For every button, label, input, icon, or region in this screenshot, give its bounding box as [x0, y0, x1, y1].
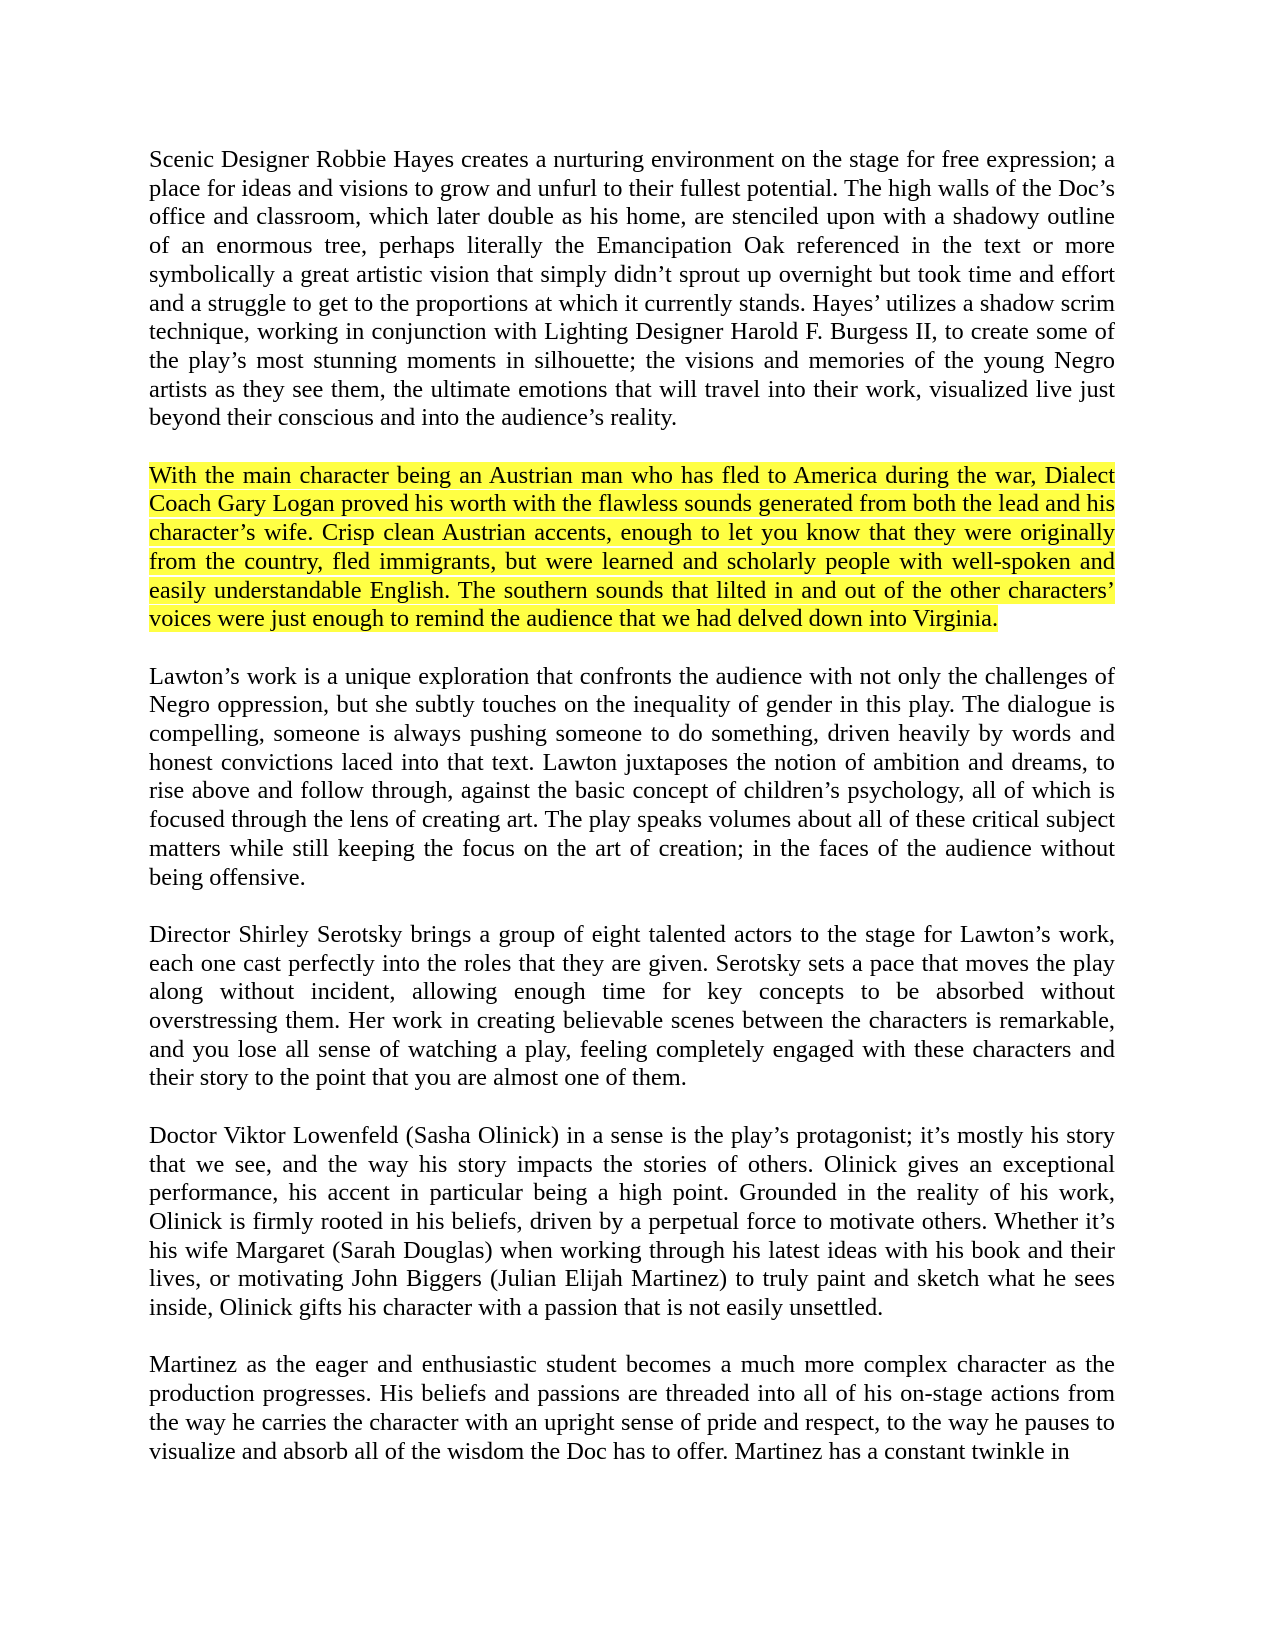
paragraph-text: Martinez as the eager and enthusiastic student becomes a much more complex character as the production progresses. His beliefs and passions are threaded into all of his on-stage actions from the way he carries the character with an upright sense of pride and respect, to the way he pauses to visualize and absorb all of the wisdom the Doc has to offer. Martinez has a constant twinkle in — [149, 1351, 1115, 1465]
document-page — [149, 146, 1115, 1466]
paragraph-text: Director Shirley Serotsky brings a group of eight talented actors to the stage for Lawton’s work, each one cast perfectly into the roles that they are given. Serotsky sets a pace that moves the play along without incident, allowing enough time for key concepts to be absorbed without overstressing them. Her work in creating believable scenes between the characters is remarkable, and you lose all sense of watching a play, feeling completely engaged with these characters and their story to the point that you are almost one of them. — [149, 920, 1115, 1092]
paragraph-scenic-design — [149, 146, 1115, 433]
paragraph-lawton-work — [149, 663, 1115, 893]
paragraph-olinick — [149, 1122, 1115, 1323]
paragraph-martinez — [149, 1351, 1115, 1466]
paragraph-text: Scenic Designer Robbie Hayes creates a nurturing environment on the stage for free expression; a place for ideas and visions to grow and unfurl to their fullest potential. The high walls of the Doc’s office and classroom, which later double as his home, are stenciled upon with a shadowy outline of an enormous tree, perhaps literally the Emancipation Oak referenced in the text or more symbolically a great artistic vision that simply didn’t sprout up overnight but took time and effort and a struggle to get to the proportions at which it currently stands. Hayes’ utilizes a shadow scrim technique, working in conjunction with Lighting Designer Harold F. Burgess II, to create some of the play’s most stunning moments in silhouette; the visions and memories of the young Negro artists as they see them, the ultimate emotions that will travel into their work, visualized live just beyond their conscious and into the audience’s reality. — [149, 146, 1115, 432]
paragraph-director — [149, 921, 1115, 1093]
highlighted-text: With the main character being an Austrian man who has fled to America during the war, Dialect Coach Gary Logan proved his worth with the flawless sounds generated from both the lead and his character’s wife. Crisp clean Austrian accents, enough to let you know that they were originally from the country, fled immigrants, but were learned and scholarly people with well-spoken and easily understandable English. The southern sounds that lilted in and out of the other characters’ voices were just enough to remind the audience that we had delved down into Virginia. — [149, 461, 1115, 633]
paragraph-dialect-coach-highlighted — [149, 462, 1115, 634]
paragraph-text: Lawton’s work is a unique exploration that confronts the audience with not only the challenges of Negro oppression, but she subtly touches on the inequality of gender in this play. The dialogue is compelling, someone is always pushing someone to do something, driven heavily by words and honest convictions laced into that text. Lawton juxtaposes the notion of ambition and dreams, to rise above and follow through, against the basic concept of children’s psychology, all of which is focused through the lens of creating art. The play speaks volumes about all of these critical subject matters while still keeping the focus on the art of creation; in the faces of the audience without being offensive. — [149, 662, 1115, 891]
paragraph-text: Doctor Viktor Lowenfeld (Sasha Olinick) in a sense is the play’s protagonist; it’s mostly his story that we see, and the way his story impacts the stories of others. Olinick gives an exceptional performance, his accent in particular being a high point. Grounded in the reality of his work, Olinick is firmly rooted in his beliefs, driven by a perpetual force to motivate others. Whether it’s his wife Margaret (Sarah Douglas) when working through his latest ideas with his book and their lives, or motivating John Biggers (Julian Elijah Martinez) to truly paint and sketch what he sees inside, Olinick gifts his character with a passion that is not easily unsettled. — [149, 1121, 1115, 1322]
